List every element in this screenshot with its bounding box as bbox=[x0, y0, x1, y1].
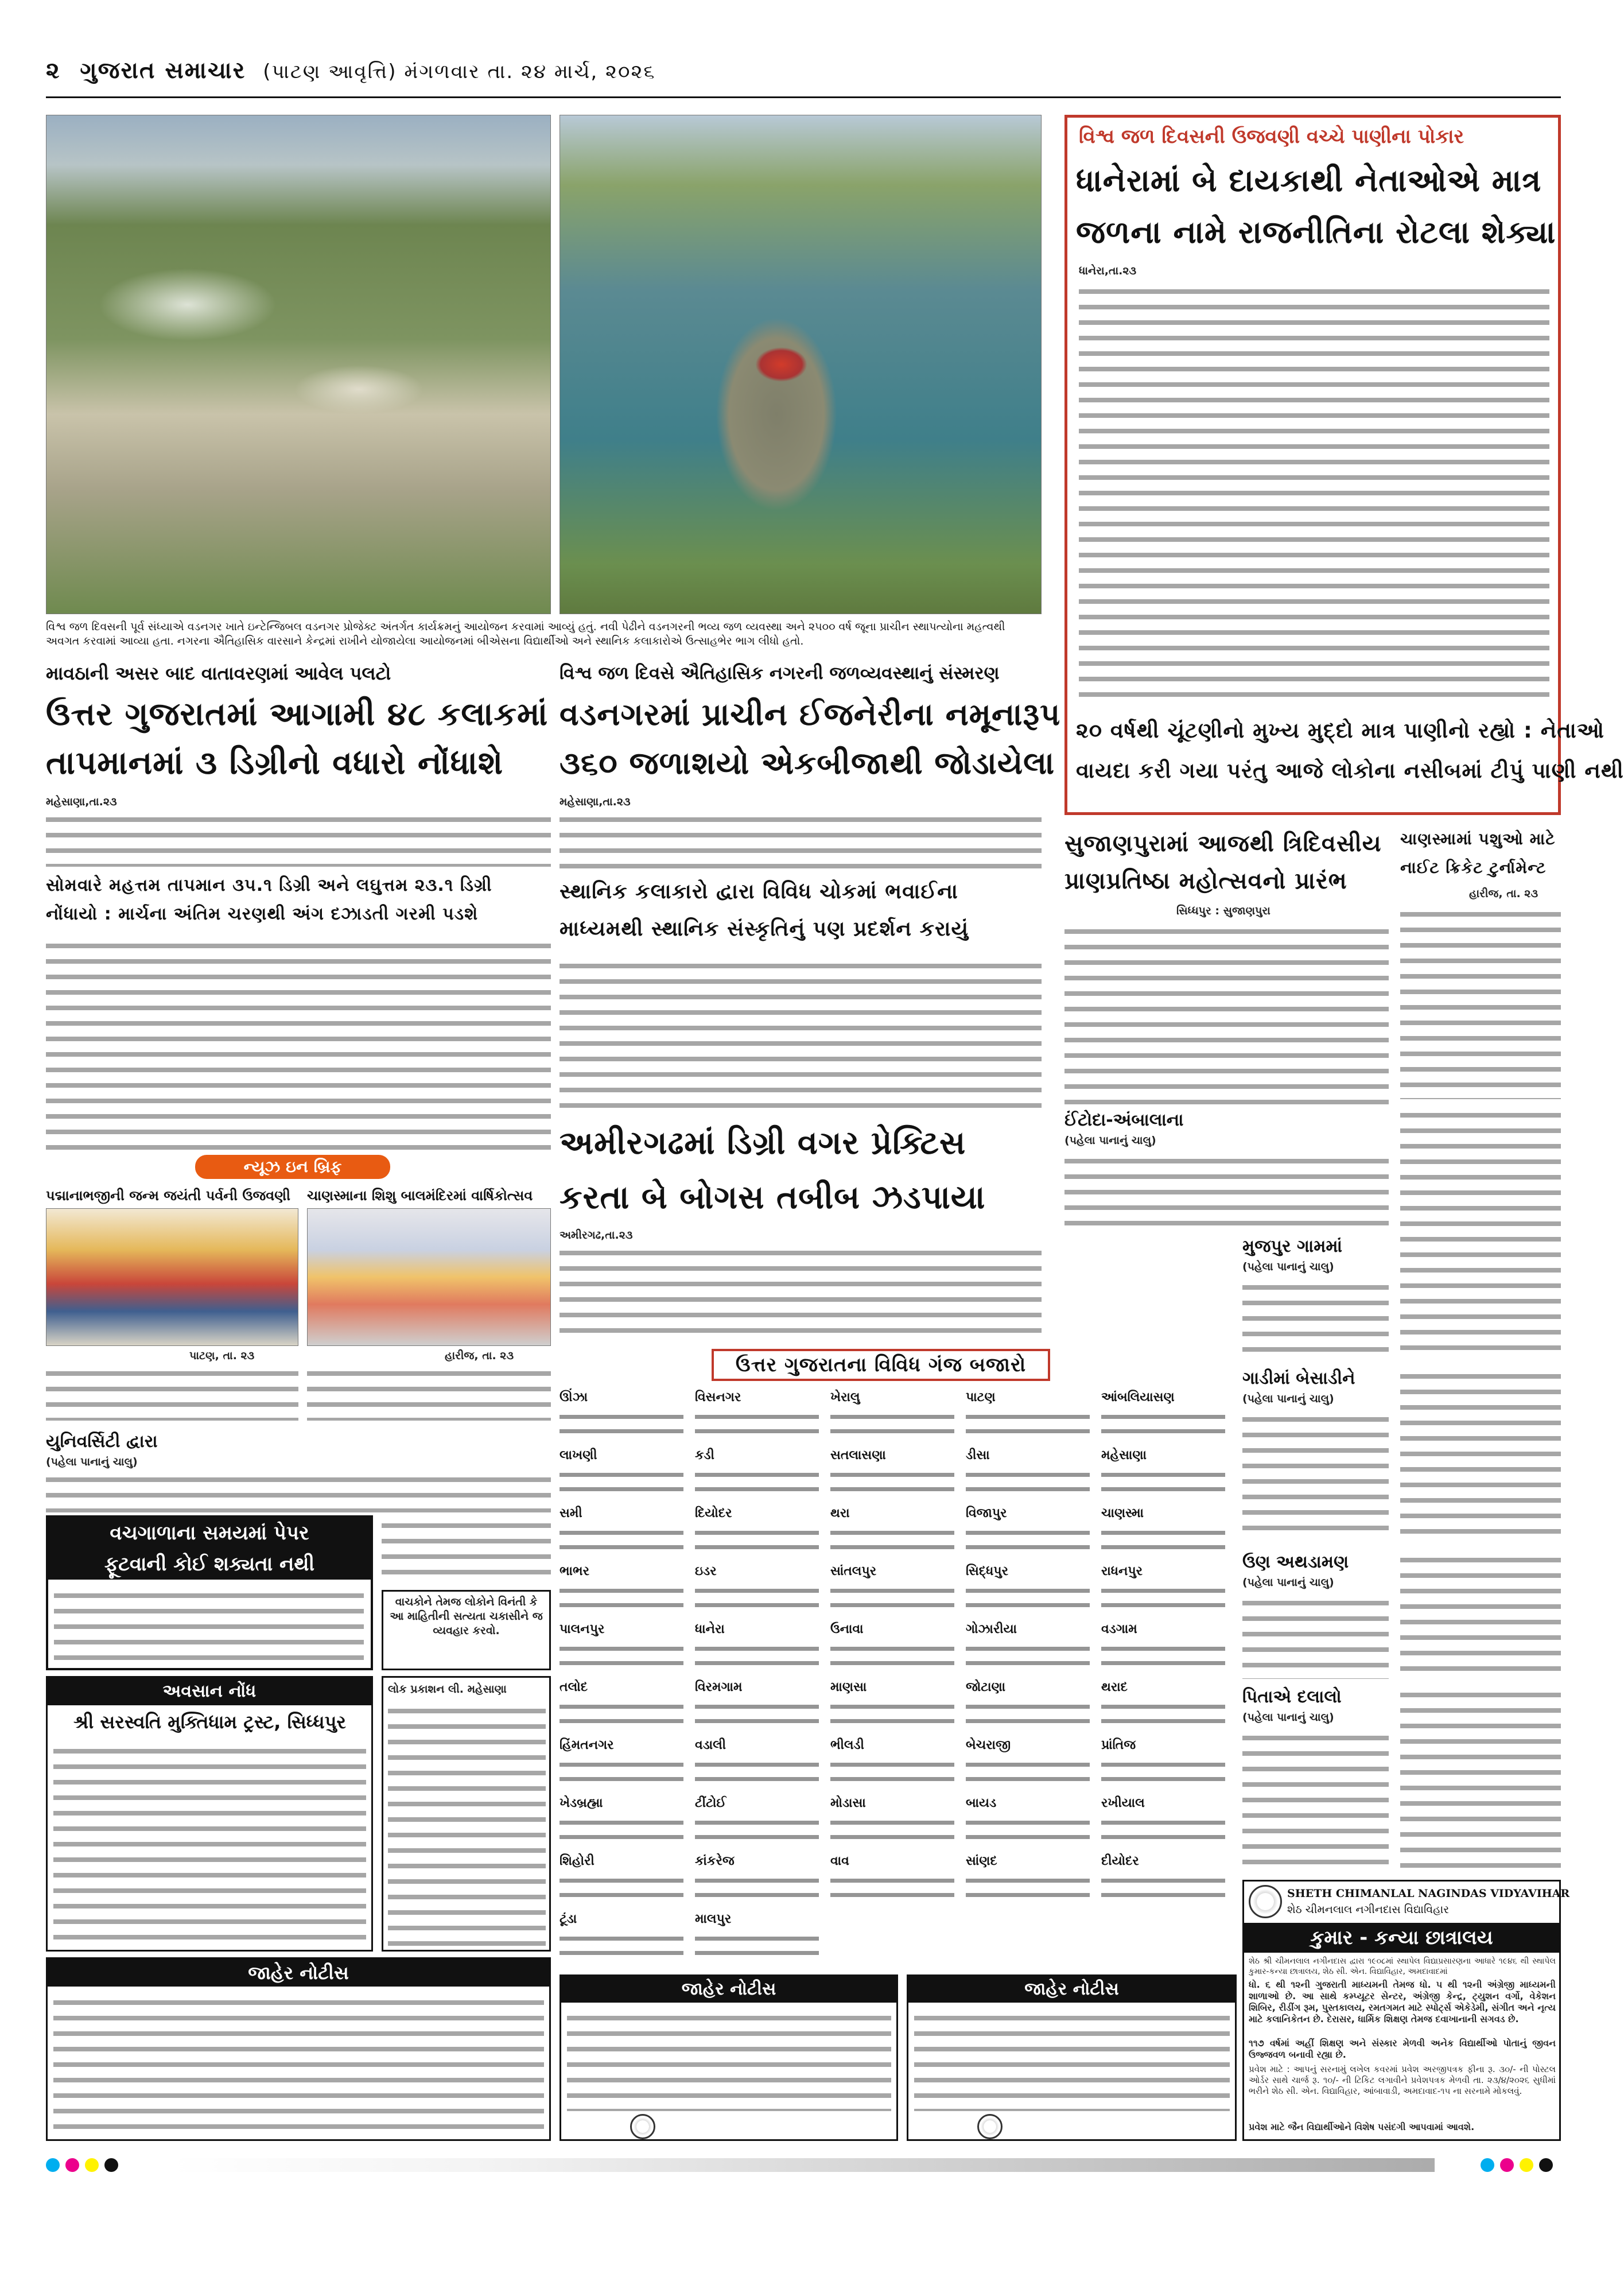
market-center bbox=[695, 1563, 825, 1617]
market-center bbox=[966, 1447, 1095, 1502]
market-center-name: ઊંઝા bbox=[560, 1390, 588, 1405]
market-center-name: ખેરાલુ bbox=[830, 1390, 860, 1405]
market-center bbox=[560, 1563, 689, 1617]
market-rate-lines bbox=[560, 1639, 683, 1672]
brief-2-body bbox=[307, 1363, 551, 1421]
market-grid bbox=[560, 1349, 1237, 1969]
market-center-name: બેચરાજી bbox=[966, 1738, 1011, 1752]
market-rate-lines bbox=[695, 1697, 819, 1730]
market-center-name: ડીસા bbox=[966, 1448, 990, 1463]
market-center bbox=[560, 1853, 689, 1907]
market-center bbox=[695, 1679, 825, 1733]
market-rate-lines bbox=[695, 1755, 819, 1788]
market-center-name: ઉનાવા bbox=[830, 1622, 864, 1636]
vadnagar-sub-2: માધ્યમથી સ્થાનિક સંસ્કૃતિનું પણ પ્રદર્શન કરાયું bbox=[560, 917, 969, 941]
masthead-rule bbox=[46, 96, 1561, 98]
market-center-name: ખેડબ્રહ્મા bbox=[560, 1796, 603, 1810]
market-rate-lines bbox=[830, 1407, 954, 1440]
mavtha-headline-2: તાપમાનમાં ૩ ડિગ્રીનો વધારો નોંધાશે bbox=[46, 744, 504, 782]
paper-box-body bbox=[54, 1585, 364, 1666]
condolence-title: અવસાન નોંધ bbox=[48, 1678, 371, 1705]
market-center bbox=[966, 1563, 1095, 1617]
market-center-name: શિહોરી bbox=[560, 1854, 595, 1868]
market-center-name: ટીંટોઈ bbox=[695, 1796, 726, 1810]
market-center bbox=[560, 1911, 689, 1965]
market-center bbox=[966, 1679, 1095, 1733]
market-center-name: વિસનગર bbox=[695, 1390, 741, 1405]
brief-2-caption: હારીજ, તા. ૨૩ bbox=[445, 1349, 514, 1362]
brief-2-photo bbox=[307, 1208, 551, 1346]
market-rate-lines bbox=[830, 1581, 954, 1614]
market-center-name: રખીયાલ bbox=[1101, 1796, 1145, 1810]
market-rate-lines bbox=[560, 1929, 683, 1962]
market-center bbox=[966, 1737, 1095, 1791]
market-rate-lines bbox=[1101, 1465, 1225, 1498]
market-center bbox=[695, 1621, 825, 1675]
notice-2-body bbox=[567, 2008, 891, 2111]
mavtha-body bbox=[46, 936, 551, 1151]
brief-1-headline: પદ્માનાભજીની જન્મ જયંતી પર્વની ઉજવણી bbox=[46, 1188, 290, 1204]
market-center bbox=[1101, 1621, 1231, 1675]
market-center-name: સમી bbox=[560, 1506, 582, 1520]
market-center bbox=[830, 1447, 960, 1502]
market-rate-lines bbox=[966, 1407, 1090, 1440]
market-center-name: વિજાપુર bbox=[966, 1506, 1007, 1520]
brief-1-caption: પાટણ, તા. ૨૩ bbox=[189, 1349, 255, 1362]
chanasma-cricket-headline-1: ચાણસ્મામાં પશુઓ માટે bbox=[1400, 829, 1556, 848]
market-center-name: જોટાણા bbox=[966, 1680, 1006, 1694]
mavtha-kicker: માવઠાની અસર બાદ વાતાવરણમાં આવેલ પલટો bbox=[46, 662, 391, 684]
vadnagar-body bbox=[560, 956, 1042, 1111]
market-rate-lines bbox=[966, 1639, 1090, 1672]
itoda-sub: (પહેલા પાનાનું ચાલુ) bbox=[1064, 1134, 1156, 1147]
hostel-p3: ૧૧૭ વર્ષમાં અહીં શિક્ષણ અને સંસ્કાર મેળવી અનેક વિદ્યાર્થીઓ પોતાનું જીવન ઉજ્જવળ બનાવી રહ્યા છે. bbox=[1249, 2038, 1556, 2060]
market-center bbox=[1101, 1563, 1231, 1617]
market-center bbox=[695, 1505, 825, 1560]
chanasma-cricket-headline-2: નાઈટ ક્રિકેટ ટુર્નામેન્ટ bbox=[1400, 858, 1547, 877]
market-center bbox=[1101, 1505, 1231, 1560]
market-rate-lines bbox=[966, 1465, 1090, 1498]
market-rate-lines bbox=[560, 1871, 683, 1904]
mavtha-body-top bbox=[46, 809, 551, 867]
market-rate-lines bbox=[966, 1755, 1090, 1788]
hostel-title: કુમાર - કન્યા છાત્રાલય bbox=[1244, 1923, 1559, 1953]
market-rate-lines bbox=[830, 1813, 954, 1846]
market-center bbox=[560, 1795, 689, 1849]
market-center-name: ટૂંડા bbox=[560, 1912, 577, 1926]
market-rate-lines bbox=[1101, 1639, 1225, 1672]
brief-1-body bbox=[46, 1363, 298, 1421]
market-rate-lines bbox=[695, 1523, 819, 1556]
market-center bbox=[830, 1563, 960, 1617]
vadnagar-sub-1: સ્થાનિક કલાકારો દ્વારા વિવિધ ચોકમાં ભવાઈના bbox=[560, 880, 958, 903]
masthead bbox=[46, 57, 1561, 92]
market-rate-lines bbox=[966, 1697, 1090, 1730]
market-center bbox=[695, 1447, 825, 1502]
market-center bbox=[830, 1389, 960, 1444]
market-rate-lines bbox=[830, 1639, 954, 1672]
market-rate-lines bbox=[966, 1813, 1090, 1846]
market-center bbox=[560, 1679, 689, 1733]
market-rate-lines bbox=[560, 1523, 683, 1556]
un-athdaman-body bbox=[1242, 1593, 1389, 1679]
market-center bbox=[695, 1853, 825, 1907]
sujanpura-body bbox=[1064, 921, 1389, 1105]
market-center-name: કડી bbox=[695, 1448, 714, 1463]
cyan-mark bbox=[1481, 2158, 1494, 2172]
page-number: ૨ bbox=[46, 57, 61, 84]
pita-sub: (પહેલા પાનાનું ચાલુ) bbox=[1242, 1711, 1334, 1724]
market-center bbox=[966, 1853, 1095, 1907]
market-center-name: દીયોદર bbox=[1101, 1854, 1139, 1868]
vadnagar-dateline: મહેસાણા,તા.૨૩ bbox=[560, 796, 631, 808]
university-headline: યુનિવર્સિટી દ્વારા bbox=[46, 1432, 158, 1452]
market-rate-lines bbox=[1101, 1523, 1225, 1556]
market-center bbox=[830, 1795, 960, 1849]
market-rate-lines bbox=[695, 1871, 819, 1904]
notice-3 bbox=[907, 1974, 1237, 2141]
market-rate-lines bbox=[1101, 1581, 1225, 1614]
dhanera-headline-1: ધાનેરામાં બે દાયકાથી નેતાઓએ માત્ર bbox=[1076, 162, 1542, 199]
hostel-p1: શેઠ શ્રી ચીમનલાલ નગીનદાસ દ્વારા ૧૯૦૮માં સ્થાપેલ વિદ્યાપ્રસારણના આધારે ૧૯૪૬ થી સ્થાપેલ કુમાર-કન્યા છાત્રાલય, શેઠ સી. એન. વિદ્યાવિહાર, અમદાવાદમાં bbox=[1249, 1957, 1556, 1976]
black-mark bbox=[1539, 2158, 1553, 2172]
pita-headline: પિતાએ દલાલો bbox=[1242, 1687, 1342, 1707]
publisher-title: લોક પ્રકાશન લી. મહેસાણા bbox=[388, 1683, 507, 1696]
mavtha-headline-1: ઉત્તર ગુજરાતમાં આગામી ૪૮ કલાકમાં bbox=[46, 696, 549, 733]
market-center-name: લાખણી bbox=[560, 1448, 597, 1463]
market-center-name: ચાણસ્મા bbox=[1101, 1506, 1144, 1520]
photo-caption: વિશ્વ જળ દિવસની પૂર્વ સંધ્યાએ વડનગર ખાતે ઇન્ટેન્જિબલ વડનગર પ્રોજેક્ટ અંતર્ગત કાર્યક્રમનું આયોજન કરવામાં આવ્યું હતું. નવી પેઢીને વડનગરની ભવ્ય જળ વ્યવસ્થા અને ૨૫૦૦ વર્ષ જૂના પ્રાચીન સ્થાપત્યોના મહત્વથી અવગત કરવામાં આવ્યા હતા. નગરના ઐતિહાસિક વારસાને કેન્દ્રમાં રાખીને યોજાયેલા આયોજનમાં બીએસના વિદ્યાર્થીઓ અને સ્થાનિક કલાકારોએ ઉત્સાહભેર ભાગ લીધો હતો. bbox=[46, 620, 1005, 647]
sujanpura-headline-2: પ્રાણપ્રતિષ્ઠા મહોત્સવનો પ્રારંભ bbox=[1064, 868, 1347, 894]
yellow-mark bbox=[1520, 2158, 1533, 2172]
hostel-p4: પ્રવેશ માટે : આપનું સરનામું લખેલ કવરમાં પ્રવેશ અરજીપત્રક ફીના રૂ. ૩૦/- ની પોસ્ટલ ઓર્ડર સાથે ચાર્જ રૂ. ૧૦/- ની ટિકિટ લગાવીને પ્રવેશપત્રક મેળવી તા. ૨૩/૪/૨૦૨૬ સુધીમાં ભરીને શેઠ સી. એન. વિદ્યાવિહાર, આંબાવાડી, અમદાવાદ-૧૫ ના સરનામે મોકલવું. bbox=[1249, 2064, 1556, 2096]
market-center-name: મોડાસા bbox=[830, 1796, 866, 1810]
market-rate-lines bbox=[830, 1465, 954, 1498]
itoda-headline: ઈંટોદા-અંબાલાના bbox=[1064, 1110, 1184, 1130]
market-center-name: વિરમગામ bbox=[695, 1680, 743, 1694]
brief-2-headline: ચાણસ્માના શિશુ બાલમંદિરમાં વાર્ષિકોત્સવ bbox=[307, 1188, 533, 1204]
paper-side-body bbox=[382, 1515, 551, 1584]
vadnagar-fort-photo bbox=[46, 115, 551, 614]
market-center bbox=[1101, 1389, 1231, 1444]
dhanera-subhead-2: વાયદા કરી ગયા પરંતુ આજે લોકોના નસીબમાં ટીપું પાણી નથી bbox=[1076, 758, 1624, 783]
vadnagar-kicker: વિશ્વ જળ દિવસે ઐતિહાસિક નગરની જળવ્યવસ્થાનું સંસ્મરણ bbox=[560, 663, 1000, 684]
market-center bbox=[695, 1911, 825, 1965]
market-center-name: મહેસાણા bbox=[1101, 1448, 1147, 1463]
pita-body bbox=[1242, 1728, 1389, 1865]
mavtha-dateline: મહેસાણા,તા.૨૩ bbox=[46, 796, 117, 808]
market-center-name: સતલાસણા bbox=[830, 1448, 886, 1463]
mujpur-sub: (પહેલા પાનાનું ચાલુ) bbox=[1242, 1260, 1334, 1273]
market-center bbox=[830, 1505, 960, 1560]
market-center-name: ગોઝારીયા bbox=[966, 1622, 1017, 1636]
notice-1-title: જાહેર નોટીસ bbox=[48, 1959, 549, 1987]
market-rate-lines bbox=[830, 1755, 954, 1788]
market-rate-lines bbox=[695, 1639, 819, 1672]
market-rate-lines bbox=[1101, 1871, 1225, 1904]
magenta-mark bbox=[65, 2158, 79, 2172]
yellow-mark bbox=[85, 2158, 99, 2172]
hostel-ad bbox=[1242, 1880, 1570, 2141]
chanasma-cricket-dateline: હારીજ, તા. ૨૩ bbox=[1469, 887, 1538, 900]
university-body bbox=[46, 1469, 551, 1512]
right-col-body-4 bbox=[1400, 1685, 1561, 1868]
market-center bbox=[830, 1621, 960, 1675]
market-center-name: દિયોદર bbox=[695, 1506, 732, 1520]
mujpur-body bbox=[1242, 1277, 1389, 1357]
market-center bbox=[560, 1447, 689, 1502]
notice-2 bbox=[560, 1974, 898, 2141]
market-center-name: બાયડ bbox=[966, 1796, 997, 1810]
market-center bbox=[966, 1505, 1095, 1560]
vadnagar-headline-2: ૩૬૦ જળાશયો એકબીજાથી જોડાયેલા bbox=[560, 745, 1055, 781]
brief-1-photo bbox=[46, 1208, 298, 1346]
market-rate-lines bbox=[966, 1581, 1090, 1614]
market-center-name: ભાભર bbox=[560, 1564, 589, 1578]
dhanera-body bbox=[1079, 281, 1549, 706]
notice-1 bbox=[46, 1957, 551, 2141]
university-sub: (પહેલા પાનાનું ચાલુ) bbox=[46, 1456, 138, 1468]
vadnagar-lake-photo bbox=[560, 115, 1042, 614]
notice-3-body bbox=[914, 2008, 1230, 2111]
market-center-name: માણસા bbox=[830, 1680, 867, 1694]
market-rate-lines bbox=[560, 1697, 683, 1730]
market-center-name: હિંમતનગર bbox=[560, 1738, 614, 1752]
ad-notice-text: વાચકોને તેમજ લોકોને વિનંતી કે આ માહિતીની સત્યતા ચકાસીને જ વ્યવહાર કરવો. bbox=[390, 1596, 543, 1637]
news-in-brief-label: ન્યૂઝ ઇન બ્રિફ bbox=[195, 1155, 390, 1179]
market-center bbox=[695, 1737, 825, 1791]
mavtha-sub-2: નોંધાયો : માર્ચના અંતિમ ચરણથી અંગ દઝાડતી ગરમી પડશે bbox=[46, 904, 479, 924]
market-center bbox=[1101, 1737, 1231, 1791]
market-center bbox=[1101, 1795, 1231, 1849]
gray-scale-bar bbox=[172, 2158, 1435, 2172]
gadi-body bbox=[1242, 1409, 1389, 1541]
hostel-org-gu: શેઠ ચીમનલાલ નગીનદાસ વિદ્યાવિહાર bbox=[1287, 1903, 1450, 1916]
market-rate-lines bbox=[560, 1581, 683, 1614]
hostel-logo bbox=[1249, 1885, 1282, 1918]
market-center-name: વાવ bbox=[830, 1854, 849, 1868]
un-athdaman-sub: (પહેલા પાનાનું ચાલુ) bbox=[1242, 1576, 1334, 1589]
market-rate-lines bbox=[560, 1755, 683, 1788]
market-center-name: કાંકરેજ bbox=[695, 1854, 735, 1868]
publisher-box bbox=[382, 1676, 551, 1952]
paper-box bbox=[46, 1515, 373, 1670]
mujpur-headline: મુજપુર ગામમાં bbox=[1242, 1236, 1342, 1256]
market-rate-lines bbox=[695, 1407, 819, 1440]
market-center bbox=[830, 1679, 960, 1733]
dhanera-article bbox=[1064, 115, 1624, 815]
gadi-sub: (પહેલા પાનાનું ચાલુ) bbox=[1242, 1392, 1334, 1405]
market-center bbox=[695, 1795, 825, 1849]
black-mark bbox=[104, 2158, 118, 2172]
market-rate-lines bbox=[830, 1871, 954, 1904]
market-center bbox=[966, 1795, 1095, 1849]
market-rate-lines bbox=[695, 1929, 819, 1962]
edition-info: (પાટણ આવૃત્તિ) મંગળવાર તા. ૨૪ માર્ચ, ૨૦૨૬ bbox=[263, 60, 656, 83]
ad-notice bbox=[382, 1590, 551, 1670]
market-center-name: થરા bbox=[830, 1506, 850, 1520]
notice-1-body bbox=[53, 1992, 544, 2136]
un-athdaman-headline: ઉણ અથડામણ bbox=[1242, 1552, 1349, 1572]
vadnagar-headline-1: વડનગરમાં પ્રાચીન ઈજનેરીના નમૂનારૂપ bbox=[560, 696, 1061, 732]
market-center bbox=[966, 1621, 1095, 1675]
market-center-name: વડાલી bbox=[695, 1738, 726, 1752]
market-center bbox=[830, 1737, 960, 1791]
dhanera-dateline: ધાનેરા,તા.૨૩ bbox=[1079, 265, 1137, 277]
market-rate-lines bbox=[1101, 1407, 1225, 1440]
market-rate-lines bbox=[966, 1523, 1090, 1556]
market-center bbox=[1101, 1447, 1231, 1502]
market-center bbox=[966, 1389, 1095, 1444]
dhanera-subhead-1: ૨૦ વર્ષથી ચૂંટણીનો મુખ્ય મુદ્દો માત્ર પાણીનો રહ્યો : નેતાઓ bbox=[1076, 718, 1604, 743]
registration-marks-right bbox=[1481, 2158, 1553, 2172]
market-rate-lines bbox=[1101, 1813, 1225, 1846]
market-center bbox=[1101, 1679, 1231, 1733]
amirgadh-headline-1: અમીરગઢમાં ડિગ્રી વગર પ્રેક્ટિસ bbox=[560, 1124, 966, 1162]
market-rate-lines bbox=[1101, 1755, 1225, 1788]
market-center-name: પાટણ bbox=[966, 1390, 996, 1405]
amirgadh-dateline: અમીરગઢ,તા.૨૩ bbox=[560, 1229, 633, 1242]
market-center bbox=[560, 1621, 689, 1675]
market-center-name: ભીલડી bbox=[830, 1738, 864, 1752]
market-rate-lines bbox=[695, 1813, 819, 1846]
market-center-name: રાધનપુર bbox=[1101, 1564, 1143, 1578]
market-rate-lines bbox=[966, 1871, 1090, 1904]
market-rate-lines bbox=[695, 1581, 819, 1614]
paper-name: ગુજરાત સમાચાર bbox=[80, 57, 246, 84]
hostel-p5: પ્રવેશ માટે જૈન વિદ્યાર્થીઓને વિશેષ પસંદગી આપવામાં આવશે. bbox=[1249, 2121, 1475, 2132]
market-rate-lines bbox=[560, 1813, 683, 1846]
market-center bbox=[560, 1389, 689, 1444]
market-center-name: વડગામ bbox=[1101, 1622, 1137, 1636]
condolence-org: શ્રી સરસ્વતિ મુક્તિધામ ટ્રસ્ટ, સિધ્ધપુર bbox=[73, 1711, 346, 1733]
dhanera-kicker: વિશ્વ જળ દિવસની ઉજવણી વચ્ચે પાણીના પોકાર bbox=[1079, 125, 1464, 148]
itoda-body bbox=[1064, 1151, 1389, 1231]
publisher-body bbox=[388, 1701, 546, 1948]
market-center-name: થરાદ bbox=[1101, 1680, 1128, 1694]
market-center-name: ઇડર bbox=[695, 1564, 717, 1578]
market-center bbox=[830, 1853, 960, 1907]
dhanera-headline-2: જળના નામે રાજનીતિના રોટલા શેક્યા bbox=[1076, 214, 1556, 250]
mavtha-sub-1: સોમવારે મહત્તમ તાપમાન ૩૫.૧ ડિગ્રી અને લઘુત્તમ ૨૩.૧ ડિગ્રી bbox=[46, 875, 492, 895]
sujanpura-dateline: સિધ્ધપુર : સુજાણપુરા bbox=[1176, 905, 1271, 917]
registration-marks-left bbox=[46, 2158, 118, 2172]
right-col-body-3 bbox=[1400, 1550, 1561, 1679]
condolence-box bbox=[46, 1676, 373, 1952]
market-rate-lines bbox=[560, 1407, 683, 1440]
market-center bbox=[695, 1389, 825, 1444]
vadnagar-body-top bbox=[560, 809, 1042, 872]
notice-2-title: જાહેર નોટીસ bbox=[561, 1976, 896, 2003]
amirgadh-headline-2: કરતા બે બોગસ તબીબ ઝડપાયા bbox=[560, 1179, 986, 1216]
paper-box-line-1: વચગાળાના સમયમાં પેપર bbox=[48, 1518, 371, 1549]
market-rate-lines bbox=[1101, 1697, 1225, 1730]
gadi-headline: ગાડીમાં બેસાડીને bbox=[1242, 1368, 1355, 1388]
notice-3-title: જાહેર નોટીસ bbox=[908, 1976, 1235, 2003]
notice-3-seal bbox=[977, 2114, 1003, 2139]
condolence-list bbox=[53, 1741, 366, 1948]
market-rate-lines bbox=[695, 1465, 819, 1498]
cyan-mark bbox=[46, 2158, 60, 2172]
chanasma-cricket-body bbox=[1400, 904, 1561, 1099]
brief-1 bbox=[46, 1185, 298, 1421]
notice-2-seal bbox=[630, 2114, 655, 2139]
market-rate-lines bbox=[830, 1523, 954, 1556]
market-center-name: સિદ્ધપુર bbox=[966, 1564, 1008, 1578]
hostel-org-en: SHETH CHIMANLAL NAGINDAS VIDYAVIHAR bbox=[1287, 1887, 1570, 1900]
paper-box-line-2: ફૂટવાની કોઈ શક્યતા નથી bbox=[48, 1549, 371, 1580]
sujanpura-headline-1: સુજાણપુરામાં આજથી ત્રિદિવસીય bbox=[1064, 831, 1382, 857]
market-center-name: તલોદ bbox=[560, 1680, 588, 1694]
hostel-p2: ધો. ૬ થી ૧૨ની ગુજરાતી માધ્યમની તેમજ ધો. ૫ થી ૧૨ની અંગ્રેજી માધ્યમની શાળાઓ છે. આ સાથે કમ્પ્યૂટર સેન્ટર, અંગ્રેજી કેન્દ્ર, ટ્યુશન વર્ગો, વેકેશન શિબિર, રીડીંગ રૂમ, પુસ્તકાલય, રમતગમત માટે સ્પોર્ટ્સ એકેડેમી, સંગીત અને નૃત્ય માટે કલાનિકેતન છે. દેરાસર, ધાર્મિક શિક્ષણ તેમજ દવાખાનાની સગવડ છે. bbox=[1249, 1979, 1556, 2024]
market-center-name: ધાનેરા bbox=[695, 1622, 725, 1636]
market-center-name: સાંણદ bbox=[966, 1854, 997, 1868]
market-center bbox=[1101, 1853, 1231, 1907]
market-center-name: માલપુર bbox=[695, 1912, 732, 1926]
market-center bbox=[560, 1505, 689, 1560]
market-center-name: સાંતલપુર bbox=[830, 1564, 877, 1578]
market-center bbox=[560, 1737, 689, 1791]
amirgadh-body bbox=[560, 1243, 1042, 1340]
right-col-body-2 bbox=[1400, 1366, 1561, 1544]
market-rate-lines bbox=[560, 1465, 683, 1498]
market-center-name: આંબલિયાસણ bbox=[1101, 1390, 1175, 1405]
market-center-name: પાલનપુર bbox=[560, 1622, 605, 1636]
market-center-name: પ્રાંતિજ bbox=[1101, 1738, 1136, 1752]
brief-2 bbox=[307, 1185, 551, 1421]
magenta-mark bbox=[1500, 2158, 1514, 2172]
market-rate-lines bbox=[830, 1697, 954, 1730]
right-col-body-1 bbox=[1400, 1105, 1561, 1357]
market-title: ઉત્તર ગુજરાતના વિવિધ ગંજ બજારો bbox=[735, 1353, 1027, 1376]
